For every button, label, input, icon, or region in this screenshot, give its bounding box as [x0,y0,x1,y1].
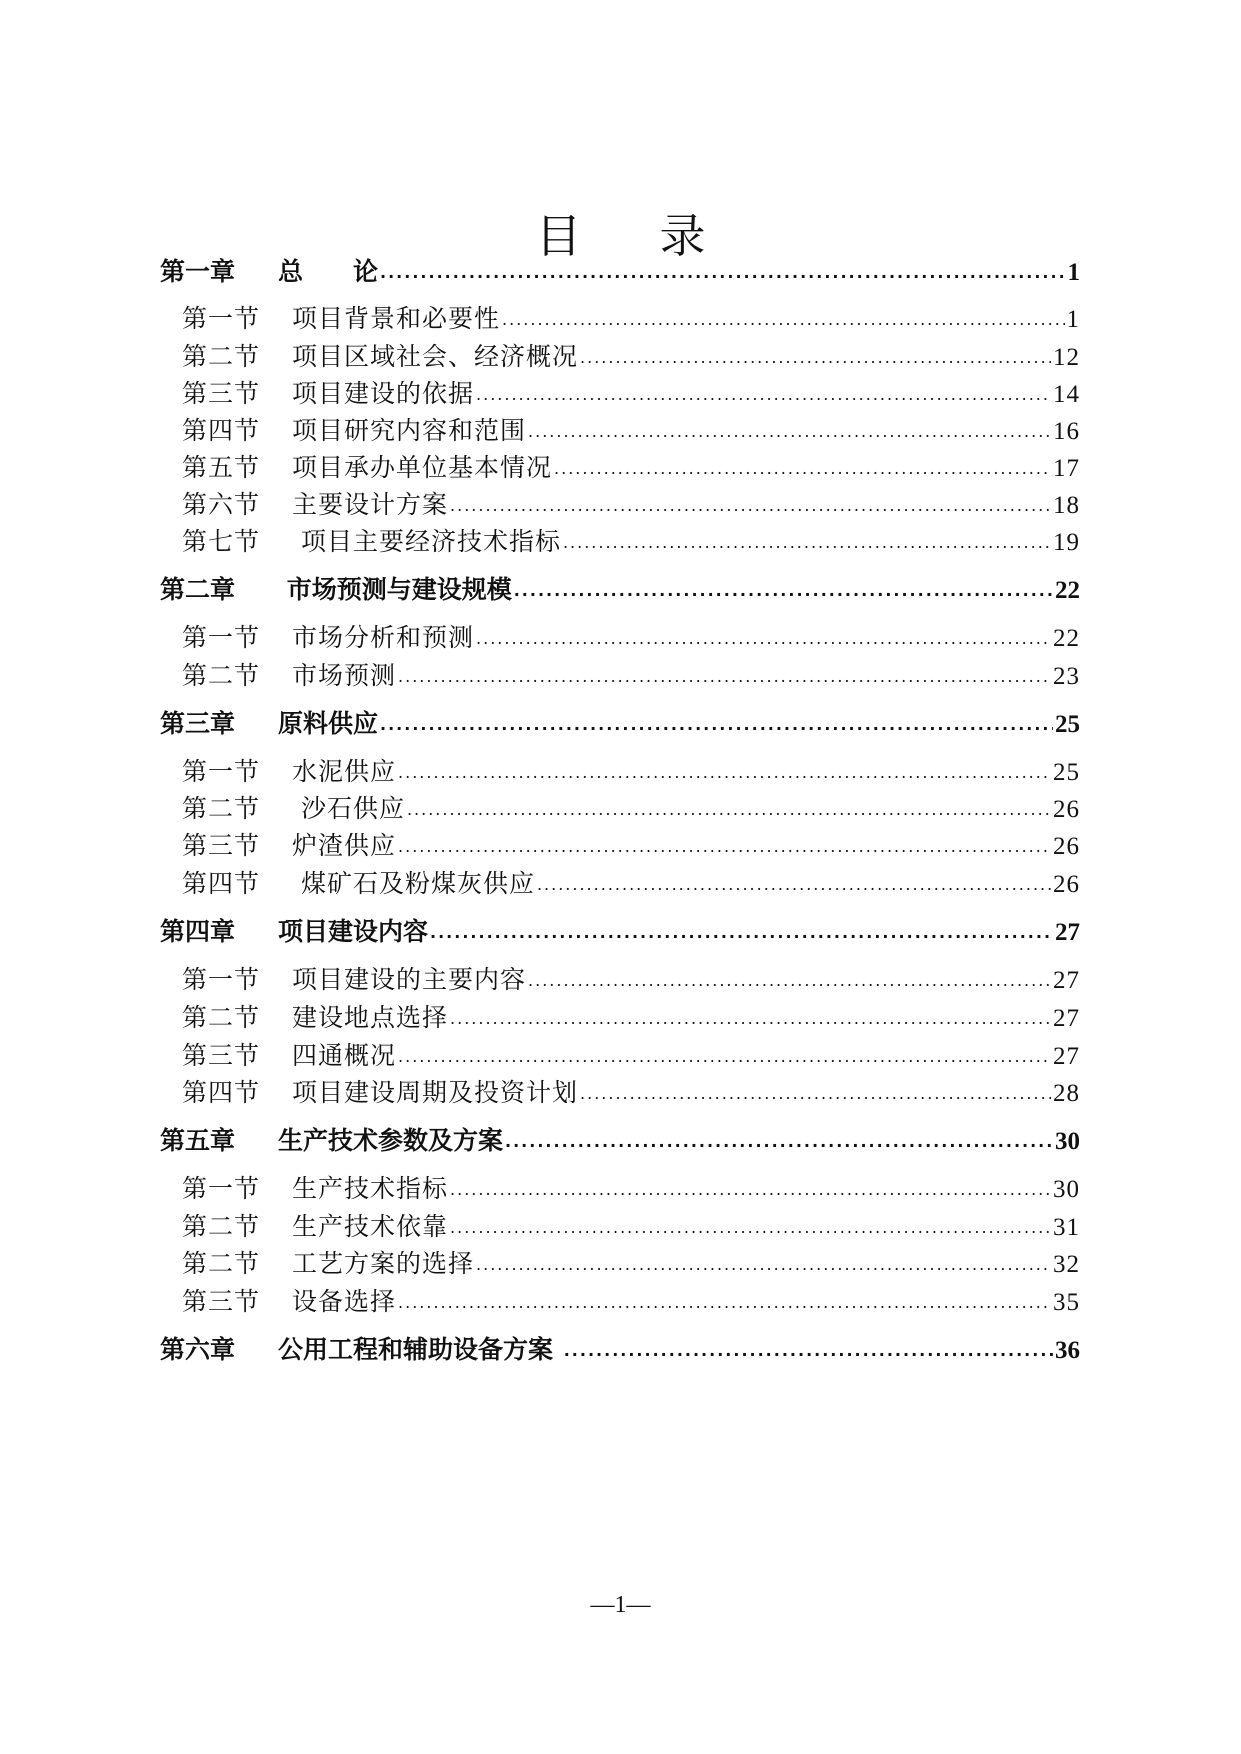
toc-entry-title: 生产技术指标 [292,1174,449,1203]
toc-page-number: 14 [1053,381,1080,408]
toc-page-number: 27 [1053,1043,1080,1070]
toc-page-number: 36 [1055,1337,1080,1364]
toc-entry-number: 第四节 [182,1078,261,1107]
toc-section-row[interactable] [160,656,1080,692]
toc-entry-title: 工艺方案的选择 [292,1249,475,1278]
toc-section-row[interactable] [160,789,1080,825]
toc-dot-leader [380,707,1053,732]
toc-dot-leader [537,867,1051,892]
toc-chapter-row[interactable] [160,1121,1080,1157]
toc-dot-leader [502,302,1064,327]
toc-entry-label [182,826,396,862]
toc-entry-number: 第二章 [160,575,236,604]
toc-entry-number: 第二节 [182,342,261,371]
toc-page-number: 30 [1055,1128,1080,1155]
toc-page-number: 22 [1053,625,1080,652]
toc-entry-title: 生产技术依靠 [292,1212,449,1241]
toc-entry-label [182,522,561,558]
toc-section-row[interactable] [160,1073,1080,1109]
toc-page-number: 32 [1053,1251,1080,1278]
toc-dot-leader [398,755,1051,780]
toc-dot-leader [476,1247,1051,1272]
toc-page-number: 25 [1053,759,1080,786]
toc-dot-leader [514,573,1053,598]
toc-section-row[interactable] [160,960,1080,996]
toc-entry-title: 主要设计方案 [292,490,449,519]
toc-chapter-row[interactable] [160,704,1080,740]
toc-dot-leader [505,1124,1053,1149]
toc-entry-number: 第三章 [160,709,236,738]
toc-entry-number: 第一节 [182,757,261,786]
toc-entry-title: 项目区域社会、经济概况 [292,342,579,371]
toc-dot-leader [528,414,1051,439]
toc-page-number: 27 [1053,967,1080,994]
toc-entry-title: 炉渣供应 [292,831,397,860]
toc-chapter-row[interactable] [160,252,1080,288]
toc-entry-label [160,1121,503,1157]
toc-dot-leader [554,451,1051,476]
toc-entry-number: 第二节 [182,1003,261,1032]
toc-dot-leader [398,1039,1051,1064]
toc-dot-leader [398,829,1051,854]
toc-page-number: 19 [1053,529,1080,556]
toc-page-number: 27 [1053,1005,1080,1032]
toc-entry-title: 市场分析和预测 [292,623,475,652]
toc-chapter-row[interactable] [160,1330,1080,1366]
toc-entry-label [182,448,552,484]
toc-page-number: 30 [1053,1176,1080,1203]
toc-page-number: 26 [1053,796,1080,823]
toc-entry-number: 第四节 [182,416,261,445]
toc-entry-label [160,252,378,288]
toc-entry-label [182,1073,578,1109]
toc-entry-label [160,1330,562,1366]
toc-dot-leader [580,1076,1051,1101]
toc-page-number: 25 [1055,711,1080,738]
toc-section-row[interactable] [160,374,1080,410]
toc-entry-number: 第二节 [182,661,261,690]
toc-entry-title: 原料供应 [278,709,379,738]
toc-page-number: 16 [1053,418,1080,445]
toc-entry-number: 第三节 [182,379,261,408]
toc-dot-leader [398,659,1051,684]
title-char-1: 目 [535,209,582,263]
toc-section-row[interactable] [160,522,1080,558]
toc-section-row[interactable] [160,1207,1080,1243]
toc-entry-label [182,752,396,788]
toc-entry-title: 四通概况 [292,1041,397,1070]
toc-entry-number: 第二节 [182,1212,261,1241]
toc-dot-leader [580,340,1051,365]
toc-entry-number: 第六章 [160,1335,236,1364]
toc-page-number: 26 [1053,871,1080,898]
toc-entry-title: 项目研究内容和范围 [292,416,527,445]
toc-entry-label [182,618,474,654]
toc-section-row[interactable] [160,752,1080,788]
toc-entry-title: 设备选择 [292,1287,397,1316]
toc-section-row[interactable] [160,448,1080,484]
toc-entry-title: 水泥供应 [292,757,397,786]
toc-entry-title: 总 论 [278,257,379,286]
toc-dot-leader [528,963,1051,988]
toc-page-number: 1 [1067,259,1080,286]
toc-page-number: 18 [1053,492,1080,519]
toc-page-number: 31 [1053,1214,1080,1241]
toc-dot-leader [476,377,1051,402]
toc-dot-leader [450,1210,1051,1235]
toc-entry-title: 项目建设的主要内容 [292,965,527,994]
toc-section-row[interactable] [160,826,1080,862]
toc-dot-leader [430,915,1053,940]
toc-entry-title: 项目主要经济技术指标 [292,527,561,556]
toc-entry-title: 项目背景和必要性 [292,304,501,333]
toc-chapter-row[interactable] [160,912,1080,948]
toc-entry-title: 沙石供应 [292,794,405,823]
toc-entry-label [182,656,396,692]
toc-entry-title: 项目建设内容 [278,917,429,946]
toc-entry-label [182,789,405,825]
toc-entry-number: 第四节 [182,869,261,898]
toc-page-number: 35 [1053,1289,1080,1316]
toc-entry-number: 第一节 [182,623,261,652]
toc-section-row[interactable] [160,337,1080,373]
toc-entry-title: 生产技术参数及方案 [278,1126,504,1155]
toc-entry-label [160,912,428,948]
toc-entry-number: 第五章 [160,1126,236,1155]
toc-entry-title: 市场预测与建设规模 [278,575,512,604]
toc-section-row[interactable] [160,1036,1080,1072]
toc-section-row[interactable] [160,1169,1080,1205]
toc-section-row[interactable] [160,998,1080,1034]
title-char-2: 录 [659,209,706,263]
toc-entry-label [182,337,578,373]
toc-entry-label [160,570,512,606]
toc-page-number: 23 [1053,663,1080,690]
toc-entry-number: 第三节 [182,1041,261,1070]
toc-page-number: 26 [1053,833,1080,860]
toc-entry-title: 市场预测 [292,661,397,690]
toc-entry-label [182,998,448,1034]
toc-entry-label [182,1207,448,1243]
toc-section-row[interactable] [160,1244,1080,1280]
toc-entry-number: 第七节 [182,527,261,556]
toc-page-number: 28 [1053,1080,1080,1107]
toc-entry-number: 第三节 [182,831,261,860]
toc-entry-title: 煤矿石及粉煤灰供应 [292,869,535,898]
toc-page-number: 1 [1066,306,1080,333]
toc-dot-leader [450,1001,1051,1026]
toc-entry-label [182,374,474,410]
toc-entry-number: 第五节 [182,453,261,482]
toc-entry-number: 第一节 [182,965,261,994]
toc-dot-leader [450,1172,1051,1197]
toc-entry-number: 第三节 [182,1287,261,1316]
toc-entry-title: 建设地点选择 [292,1003,449,1032]
toc-entry-label [160,704,378,740]
toc-dot-leader [476,621,1051,646]
toc-entry-number: 第二节 [182,1249,261,1278]
toc-section-row[interactable] [160,485,1080,521]
toc-page-number: 27 [1055,919,1080,946]
toc-entry-number: 第四章 [160,917,236,946]
toc-entry-number: 第六节 [182,490,261,519]
toc-section-row[interactable] [160,618,1080,654]
toc-section-row[interactable] [160,299,1080,335]
toc-entry-label [182,864,535,900]
toc-chapter-row[interactable] [160,570,1080,606]
toc-entry-number: 第一节 [182,304,261,333]
toc-page-number: 12 [1053,344,1080,371]
toc-entry-title: 公用工程和辅助设备方案 [278,1335,562,1364]
toc-page-number: 17 [1053,455,1080,482]
toc-dot-leader [407,792,1051,817]
toc-dot-leader [398,1285,1051,1310]
toc-dot-leader [564,1333,1053,1358]
toc-dot-leader [450,488,1051,513]
page-number-footer: —1— [590,1592,651,1618]
toc-entry-title: 项目承办单位基本情况 [292,453,553,482]
toc-entry-label [182,411,526,447]
toc-entry-title: 项目建设周期及投资计划 [292,1078,579,1107]
toc-page-number: 22 [1055,577,1080,604]
toc-entry-label [182,1244,474,1280]
toc-entry-number: 第一节 [182,1174,261,1203]
toc-entry-label [182,960,526,996]
toc-entry-number: 第一章 [160,257,236,286]
toc-section-row[interactable] [160,1282,1080,1318]
toc-section-row[interactable] [160,864,1080,900]
toc-entry-label [182,485,448,521]
toc-section-row[interactable] [160,411,1080,447]
toc-dot-leader [380,255,1065,280]
toc-dot-leader [563,525,1051,550]
toc-entry-label [182,1036,396,1072]
toc-entry-label [182,1169,448,1205]
toc-entry-number: 第二节 [182,794,261,823]
toc-entry-label [182,299,500,335]
toc-entry-title: 项目建设的依据 [292,379,475,408]
toc-entry-label [182,1282,396,1318]
